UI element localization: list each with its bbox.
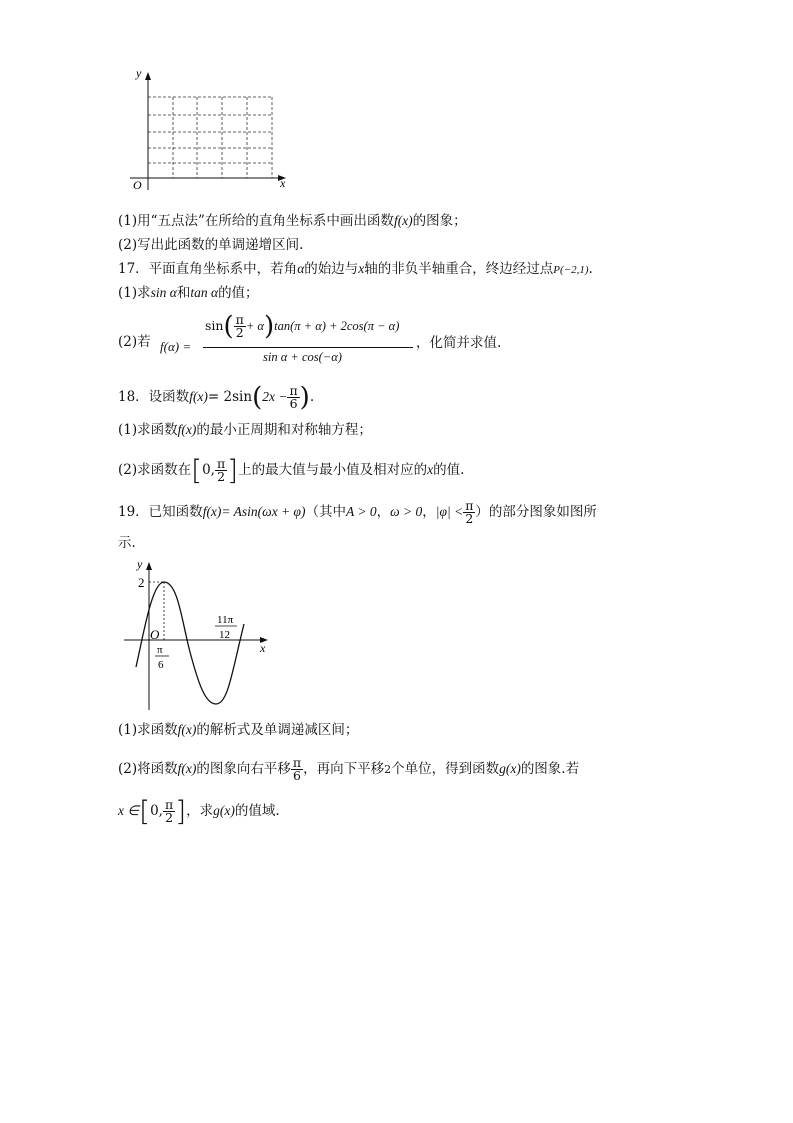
grid-lines bbox=[148, 97, 272, 178]
q16-part2: (2)写出此函数的单调递增区间. bbox=[118, 237, 304, 253]
sine-max-label: 2 bbox=[138, 575, 145, 590]
q19-stem-wrap: 示. bbox=[118, 535, 136, 551]
sine-curve bbox=[136, 582, 244, 704]
q17-stem: 17．平面直角坐标系中，若角α的始边与x轴的非负半轴重合，终边经过点P(−2,1). bbox=[118, 261, 593, 277]
q18-part2: (2)求函数在[0, $\frac{\pi}{2}$ ]上的最大值与最小值及相对应的x的值. bbox=[118, 453, 465, 487]
q19-stem: 19．已知函数f(x)= Asin(ωx + φ)（其中A > 0，ω > 0，|φ| < $\frac{\pi}{2}$ ）的部分图象如图所 bbox=[118, 498, 597, 526]
q17-f-alpha: f(α) = bbox=[160, 339, 192, 354]
sine-y-label: y bbox=[137, 557, 143, 571]
pi-over-2: $\frac{\pi}{2}$ bbox=[216, 456, 226, 484]
q17-fraction-numerator: sin( $\frac{\pi}{2}$ + α)tan(π + α) + 2cos(π − α) bbox=[205, 311, 400, 342]
pi-over-6: $\frac{\pi}{6}$ bbox=[292, 755, 302, 783]
tick2-num: 11π bbox=[217, 614, 234, 626]
sine-y-axis-arrow bbox=[146, 562, 152, 570]
q16-part1: (1)用“五点法”在所给的直角坐标系中画出函数f(x)的图象； bbox=[118, 213, 467, 229]
y-axis-arrow bbox=[145, 72, 151, 80]
grid-x-label: x bbox=[280, 176, 286, 190]
q17-fraction-bar bbox=[203, 347, 413, 348]
q17-fraction-denominator: sin α + cos(−α) bbox=[263, 350, 342, 364]
sine-origin-label: O bbox=[150, 627, 160, 642]
q19-part2: (2)将函数f(x)的图象向右平移 $\frac{\pi}{6}$ ，再向下平移2个单位，得到函数g(x)的图象.若 bbox=[118, 755, 580, 783]
empty-coordinate-grid bbox=[120, 60, 300, 200]
grid-y-label: y bbox=[136, 66, 142, 80]
grid-origin-label: O bbox=[133, 178, 142, 192]
tick1-den: 6 bbox=[158, 659, 164, 671]
pi-over-6: $\frac{\pi}{6}$ bbox=[289, 383, 298, 411]
q18-stem: 18．设函数f(x)= 2sin(2x − $\frac{\pi}{6}$ ). bbox=[118, 382, 315, 413]
pi-over-2: $\frac{\pi}{2}$ bbox=[465, 498, 474, 526]
tick1-num: π bbox=[157, 644, 163, 656]
tick2-den: 12 bbox=[219, 629, 230, 641]
q17-part1: (1)求sin α和tan α的值； bbox=[118, 285, 259, 301]
q19-part1: (1)求函数f(x)的解析式及单调递减区间； bbox=[118, 722, 359, 738]
pi-over-2: $\frac{\pi}{2}$ bbox=[235, 312, 244, 340]
q17-part2-suffix: ，化简并求值. bbox=[416, 335, 502, 351]
sine-graph bbox=[120, 552, 280, 714]
pi-over-2: $\frac{\pi}{2}$ bbox=[164, 797, 174, 825]
q17-part2-prefix: (2)若 bbox=[118, 334, 151, 350]
q18-part1: (1)求函数f(x)的最小正周期和对称轴方程； bbox=[118, 422, 372, 438]
sine-x-label: x bbox=[260, 641, 266, 655]
q19-part2-cont: x ∈[0, $\frac{\pi}{2}$ ]，求g(x)的值域. bbox=[118, 794, 280, 828]
